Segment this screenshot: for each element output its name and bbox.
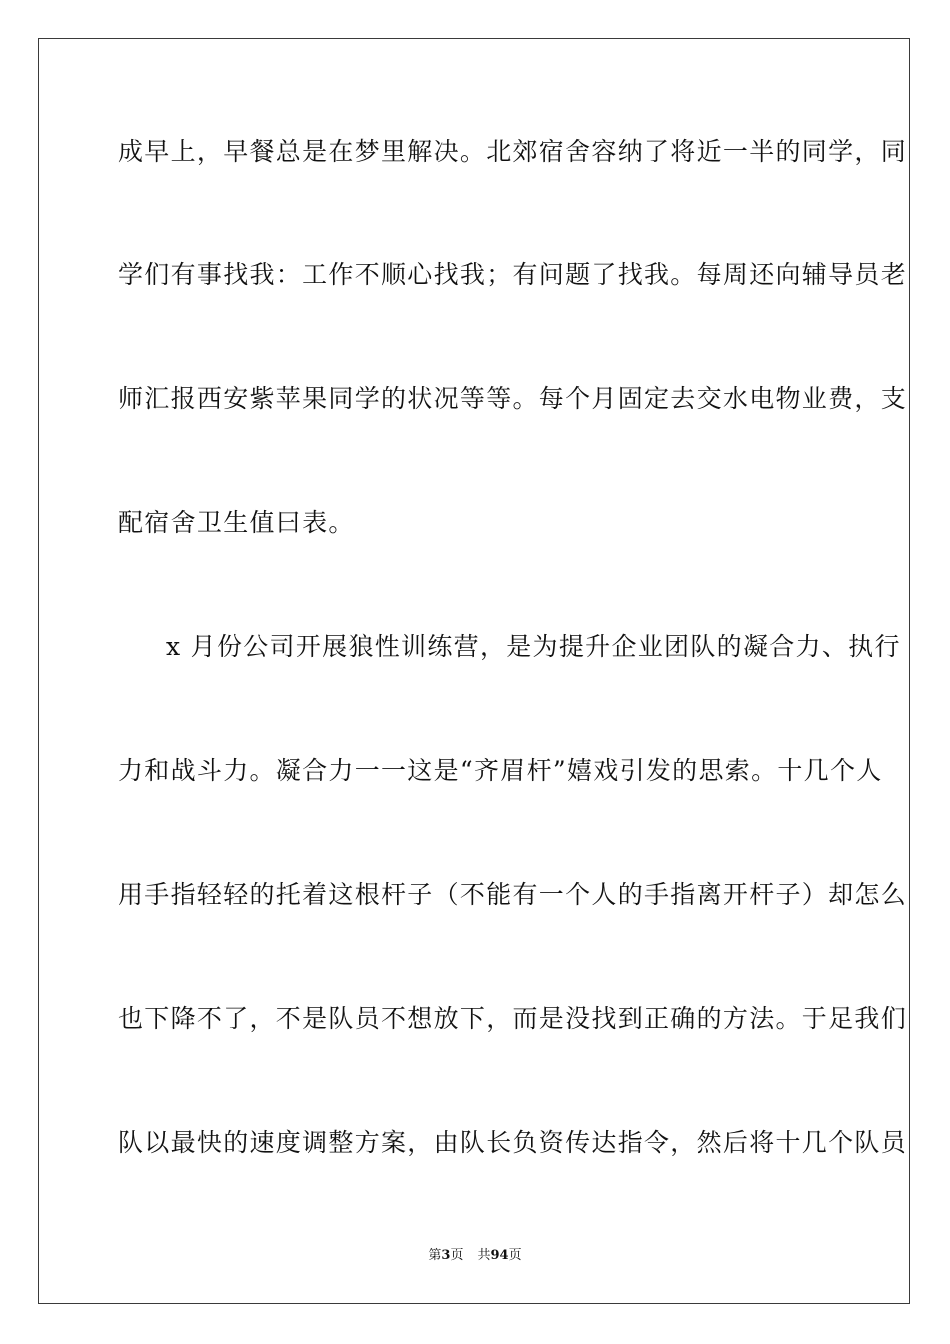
page-footer xyxy=(0,1247,950,1265)
text-line: 队以最快的速度调整方案，由队长负资传达指令，然后将十几个队员 xyxy=(118,1128,908,1157)
total-suffix: 页 xyxy=(508,1248,522,1263)
text-line: 用手指轻轻的托着这根杆子（不能有一个人的手指离开杆子）却怎么 xyxy=(118,880,908,909)
text-line: 师汇报西安紫苹果同学的状况等等。每个月固定去交水电物业费，支 xyxy=(118,384,908,413)
text-line: 力和战斗力。凝合力一一这是“齐眉杆”嬉戏引发的思索。十几个人 xyxy=(118,756,883,785)
text-line: 成早上，早餐总是在梦里解决。北郊宿舍容纳了将近一半的同学，同 xyxy=(118,137,908,166)
page-prefix: 第 xyxy=(428,1248,442,1263)
page-border xyxy=(38,38,910,1304)
total-prefix: 共 xyxy=(477,1248,491,1263)
text-line: x 月份公司开展狼性训练营，是为提升企业团队的凝合力、执行 xyxy=(166,632,901,661)
page-number: 3 xyxy=(441,1248,451,1263)
text-line: 学们有事找我：工作不顺心找我；有问题了找我。每周还向辅导员老 xyxy=(118,260,908,289)
page-suffix: 页 xyxy=(450,1248,464,1263)
text-line: 也下降不了，不是队员不想放下，而是没找到正确的方法。于足我们 xyxy=(118,1004,908,1033)
text-line: 配宿舍卫生值曰表。 xyxy=(118,508,355,537)
total-pages: 94 xyxy=(490,1248,509,1263)
